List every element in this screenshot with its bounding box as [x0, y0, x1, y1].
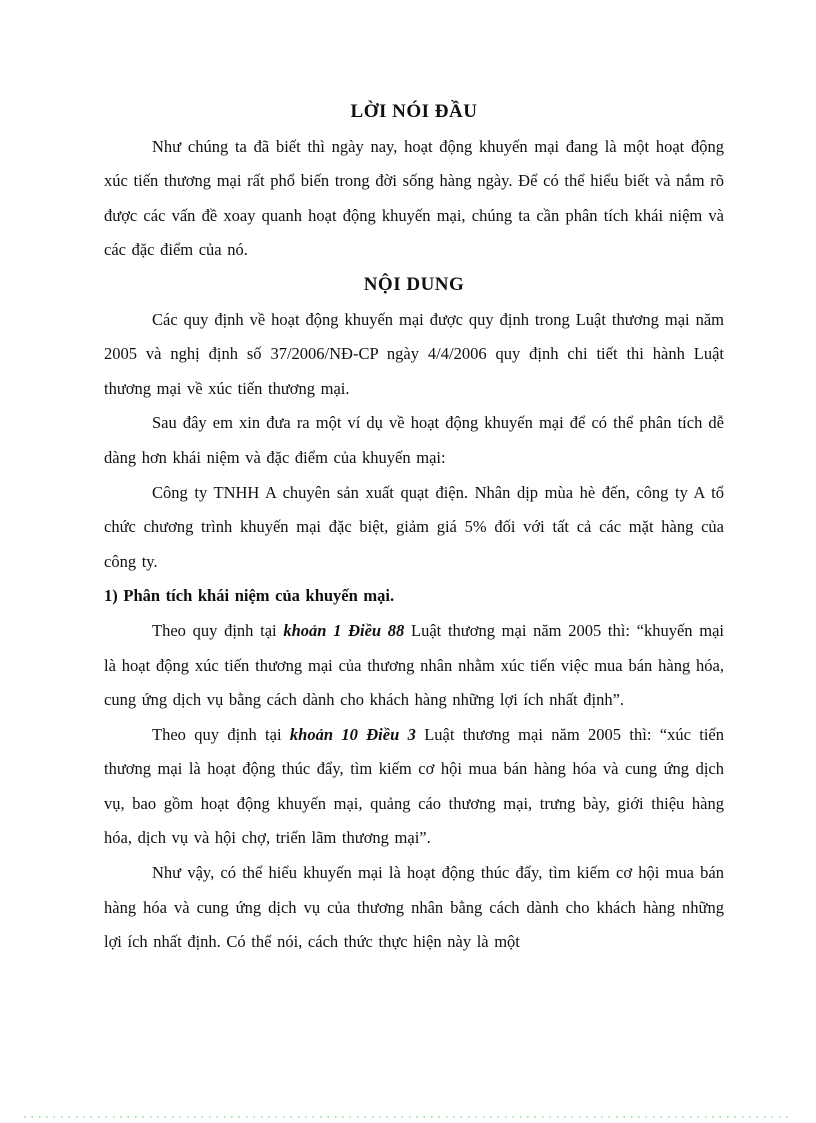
heading-section-1: 1) Phân tích khái niệm của khuyến mại. [104, 586, 395, 606]
citation-article-3: khoản 10 Điều 3 [289, 724, 416, 744]
paragraph-example: Công ty TNHH A chuyên sản xuất quạt điện. Nhân dịp mùa hè đến, công ty A tổ chức chương trình khuyến mại đặc biệt, giảm giá 5% đối với tất cả các mặt hàng của công ty. [104, 482, 724, 571]
definition1-pre-text: Theo quy định tại [152, 620, 284, 640]
paragraph-example-intro: Sau đây em xin đưa ra một ví dụ về hoạt động khuyến mại để có thể phân tích dễ dàng hơn khái niệm và đặc điểm của khuyến mại: [104, 413, 724, 467]
heading-preface: LỜI NÓI ĐẦU [350, 101, 478, 122]
paragraph-definition-article-3 [104, 718, 724, 856]
definition1-post-text: Luật thương mại năm 2005 thì: “khuyến mại là hoạt động xúc tiến thương mại của thương nhân nhằm xúc tiến việc mua bán hàng hóa, cung ứng dịch vụ bằng cách dành cho khách hàng những lợi ích nhất định”. [104, 620, 724, 710]
definition2-post-text: Luật thương mại năm 2005 thì: “xúc tiến thương mại là hoạt động thúc đẩy, tìm kiếm cơ hội mua bán hàng hóa và cung ứng dịch vụ, bao gồm hoạt động khuyến mại, quảng cáo thương mại, trưng bày, giới thiệu hàng hóa, dịch vụ và hội chợ, triển lãm thương mại”. [104, 724, 725, 848]
document-content [104, 95, 724, 960]
paragraph-intro: Như chúng ta đã biết thì ngày nay, hoạt động khuyến mại đang là một hoạt động xúc tiến thương mại rất phổ biến trong đời sống hàng ngày. Để có thể hiểu biết và nắm rõ được các vấn đề xoay quanh hoạt động khuyến mại, chúng ta cần phân tích khái niệm và các đặc điểm của nó. [104, 136, 724, 260]
citation-article-88: khoản 1 Điều 88 [283, 620, 405, 640]
page-break-dotted-line [24, 1116, 791, 1118]
paragraph-conclusion: Như vậy, có thể hiểu khuyến mại là hoạt động thúc đẩy, tìm kiếm cơ hội mua bán hàng hóa và cung ứng dịch vụ của thương nhân bằng cách dành cho khách hàng những lợi ích nhất định. Có thể nói, cách thức thực hiện này là một [104, 863, 724, 952]
paragraph-definition-article-88 [104, 614, 724, 718]
definition2-pre-text: Theo quy định tại [152, 724, 290, 744]
heading-content: NỘI DUNG [363, 273, 465, 295]
paragraph-regulations: Các quy định về hoạt động khuyến mại được quy định trong Luật thương mại năm 2005 và nghị định số 37/2006/NĐ-CP ngày 4/4/2006 quy định chi tiết thi hành Luật thương mại về xúc tiến thương mại. [104, 309, 724, 398]
